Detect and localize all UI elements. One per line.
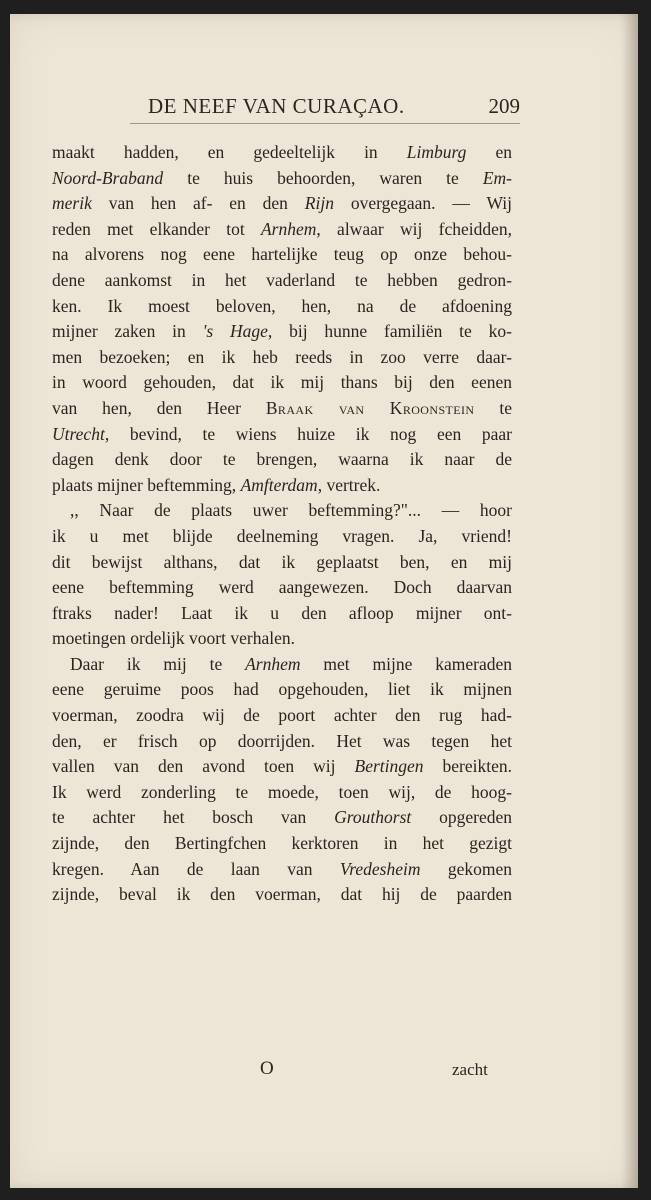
text-run: , vertrek. xyxy=(317,474,381,495)
running-title: DE NEEF VAN CURAÇAO. xyxy=(148,94,405,118)
text-line-content xyxy=(52,780,512,806)
text-line xyxy=(52,422,512,448)
text-run: , bij hunne familiën te ko- xyxy=(267,321,512,342)
italic-text: Grouthorst xyxy=(334,807,412,828)
text-run: den, er frisch op doorrijden. Het was tegen het xyxy=(52,730,512,751)
text-line-content xyxy=(52,754,512,780)
text-line-content xyxy=(52,550,512,576)
text-line-content xyxy=(52,626,295,652)
text-line xyxy=(52,166,512,192)
text-run: Daar ik mij te xyxy=(70,653,246,674)
text-line xyxy=(52,242,512,268)
text-line xyxy=(52,473,512,499)
text-line xyxy=(52,652,512,678)
italic-text: Amfterdam xyxy=(240,474,318,495)
text-line-content xyxy=(52,268,512,294)
text-line xyxy=(52,575,512,601)
text-line-content xyxy=(52,882,512,908)
text-line xyxy=(52,396,512,422)
text-line-content xyxy=(52,677,512,703)
text-run: ik u met blijde deelneming vragen. Ja, vriend! xyxy=(52,525,512,546)
text-run: van hen, den Heer xyxy=(52,397,266,418)
text-run: men bezoeken; en ik heb reeds in zoo verre daar- xyxy=(52,346,512,367)
text-line xyxy=(52,498,512,524)
italic-text: Noord-Braband xyxy=(52,167,164,188)
running-head xyxy=(130,92,520,126)
text-line-content xyxy=(52,166,512,192)
text-run: ken. Ik moest beloven, hen, na de afdoening xyxy=(52,295,512,316)
text-run: overgegaan. — Wij xyxy=(333,193,512,214)
text-run: ,, Naar de plaats uwer beftemming?"... — hoor xyxy=(70,500,512,521)
italic-text: Arnhem xyxy=(245,653,301,674)
header-rule xyxy=(130,123,520,124)
text-line-content xyxy=(52,345,512,371)
text-line xyxy=(52,524,512,550)
text-line xyxy=(52,703,512,729)
text-run: reden met elkander tot xyxy=(52,218,261,239)
text-line xyxy=(52,217,512,243)
text-line-content xyxy=(52,857,512,883)
text-line xyxy=(52,447,512,473)
text-run: gekomen xyxy=(420,858,512,879)
text-line xyxy=(52,677,512,703)
italic-text: Bertingen xyxy=(354,756,424,777)
text-line xyxy=(52,754,512,780)
text-run: na alvorens nog eene hartelijke teug op onze behou- xyxy=(52,244,512,265)
text-run: , alwaar wij fcheidden, xyxy=(316,218,512,239)
italic-text: 's Hage xyxy=(202,321,268,342)
text-line-content xyxy=(52,524,512,550)
italic-text: Limburg xyxy=(406,142,467,162)
text-line-content xyxy=(52,805,512,831)
text-line-content xyxy=(52,703,512,729)
signature-mark: O xyxy=(260,1058,274,1079)
text-line-content xyxy=(52,294,512,320)
text-line-content xyxy=(52,601,512,627)
text-run: dagen denk door te brengen, waarna ik naar de xyxy=(52,449,512,470)
italic-text: Arnhem xyxy=(260,218,317,239)
page-number: 209 xyxy=(488,94,520,118)
text-line xyxy=(52,780,512,806)
italic-text: Utrecht xyxy=(52,423,105,444)
italic-text: Rijn xyxy=(304,193,334,214)
text-line-content xyxy=(52,652,512,678)
text-run: met mijne kameraden xyxy=(300,653,513,674)
text-line-content xyxy=(52,319,512,345)
text-run: van hen af- en den xyxy=(91,193,305,214)
text-run: zijnde, den Bertingfchen kerktoren in het gezigt xyxy=(52,833,512,854)
text-run: te xyxy=(474,397,512,418)
catchword: zacht xyxy=(452,1060,488,1079)
text-line-content xyxy=(52,217,512,243)
text-run: opgereden xyxy=(411,807,512,828)
text-line xyxy=(52,601,512,627)
text-run: vallen van den avond toen wij xyxy=(52,756,355,777)
text-run: plaats mijner beftemming, xyxy=(52,474,241,495)
text-run: te achter het bosch van xyxy=(52,807,335,828)
italic-text: Em- xyxy=(482,167,512,188)
text-line xyxy=(52,191,512,217)
text-line xyxy=(52,857,512,883)
text-line xyxy=(52,294,512,320)
text-line xyxy=(52,805,512,831)
text-line xyxy=(52,140,512,166)
italic-text: merik xyxy=(52,193,92,214)
text-line-content xyxy=(52,242,512,268)
text-run: dene aankomst in het vaderland te hebben gedron- xyxy=(52,269,512,290)
text-run: in woord gehouden, dat ik mij thans bij den eenen xyxy=(52,372,512,393)
text-line-content xyxy=(52,498,512,524)
text-run: mijner zaken in xyxy=(52,321,203,342)
text-line xyxy=(52,626,512,652)
text-run: en xyxy=(466,142,512,162)
text-run: maakt hadden, en gedeeltelijk in xyxy=(52,142,407,162)
text-line xyxy=(52,729,512,755)
text-run: kregen. Aan de laan van xyxy=(52,858,340,879)
text-run: bereikten. xyxy=(423,756,512,777)
small-caps-name: Braak van Kroonstein xyxy=(265,397,475,418)
text-line xyxy=(52,319,512,345)
body-text xyxy=(52,140,512,908)
text-run: voerman, zoodra wij de poort achter den rug had- xyxy=(52,705,512,726)
text-line-content xyxy=(52,422,512,448)
text-run: moetingen ordelijk voort verhalen. xyxy=(52,628,295,649)
text-line-content xyxy=(52,191,512,217)
text-line-content xyxy=(52,370,512,396)
text-line xyxy=(52,370,512,396)
text-line-content xyxy=(52,473,380,499)
text-line xyxy=(52,831,512,857)
text-line-content xyxy=(52,575,512,601)
text-run: ftraks nader! Laat ik u den afloop mijner ont- xyxy=(52,602,512,623)
page-gutter-shadow xyxy=(620,14,638,1188)
text-run: , bevind, te wiens huize ik nog een paar xyxy=(104,423,512,444)
text-line-content xyxy=(52,729,512,755)
text-run: te huis behoorden, waren te xyxy=(163,167,483,188)
text-run: eene geruime poos had opgehouden, liet ik mijnen xyxy=(52,679,512,700)
text-run: Ik werd zonderling te moede, toen wij, de hoog- xyxy=(52,781,512,802)
italic-text: Vredesheim xyxy=(339,858,421,879)
text-run: eene beftemming werd aangewezen. Doch daarvan xyxy=(52,577,512,598)
text-line-content xyxy=(52,396,512,422)
text-line xyxy=(52,345,512,371)
text-line-content xyxy=(52,447,512,473)
text-run: zijnde, beval ik den voerman, dat hij de paarden xyxy=(52,884,512,905)
text-line xyxy=(52,550,512,576)
text-line xyxy=(52,268,512,294)
text-line-content xyxy=(52,140,512,166)
text-line-content xyxy=(52,831,512,857)
text-run: dit bewijst althans, dat ik geplaatst ben, en mij xyxy=(52,551,512,572)
text-line xyxy=(52,882,512,908)
